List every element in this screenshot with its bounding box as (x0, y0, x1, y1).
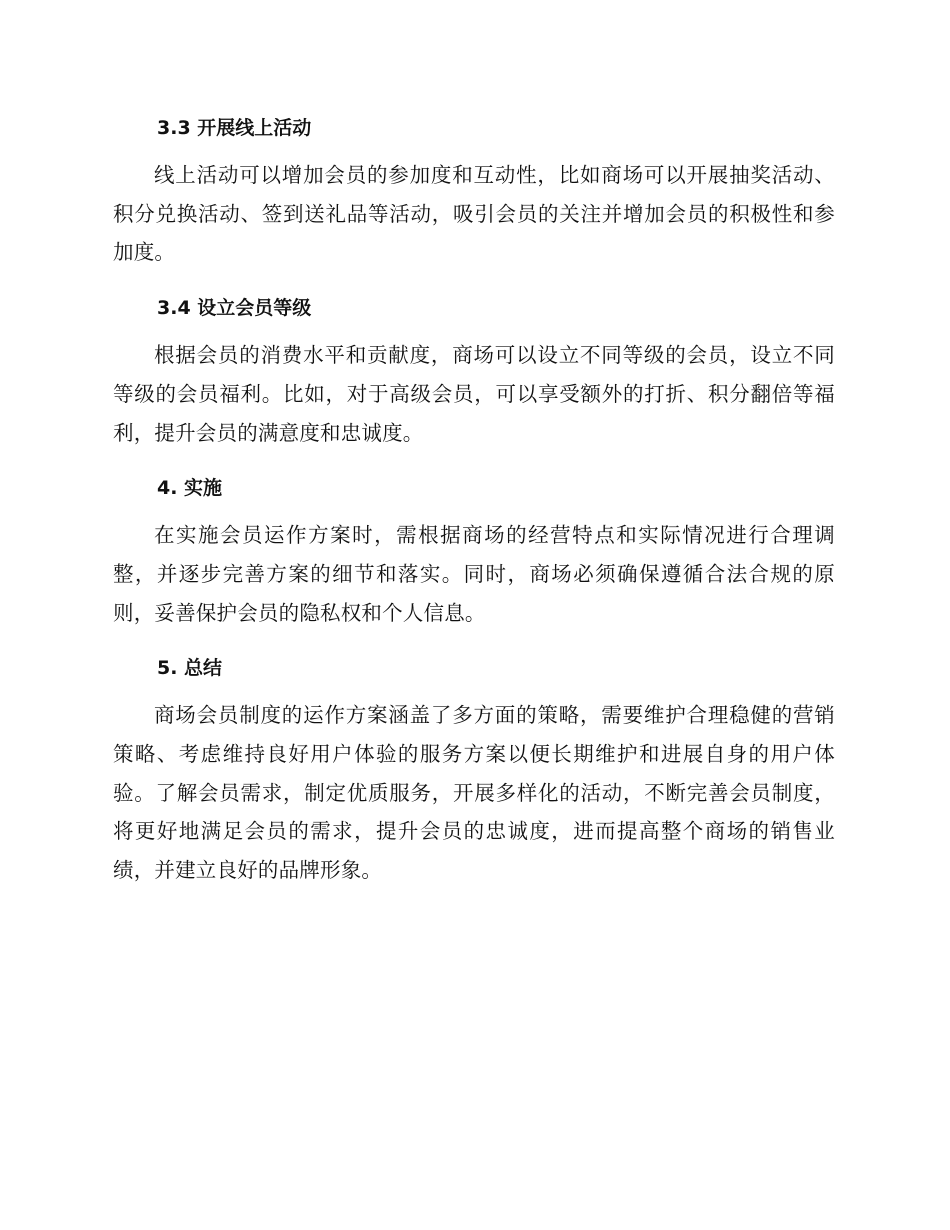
section-4 (113, 470, 835, 650)
section-heading: 4. 实施 (157, 477, 223, 500)
section-paragraph: 线上活动可以增加会员的参加度和互动性，比如商场可以开展抽奖活动、积分兑换活动、签到送礼品等活动，吸引会员的关注并增加会员的积极性和参加度。 (113, 163, 835, 265)
document-body (113, 110, 835, 890)
section-paragraph: 根据会员的消费水平和贡献度，商场可以设立不同等级的会员，设立不同等级的会员福利。比如，对于高级会员，可以享受额外的打折、积分翻倍等福利，提升会员的满意度和忠诚度。 (113, 343, 835, 445)
section-heading: 5. 总结 (157, 657, 223, 680)
section-paragraph: 在实施会员运作方案时，需根据商场的经营特点和实际情况进行合理调整，并逐步完善方案的细节和落实。同时，商场必须确保遵循合法合规的原则，妥善保护会员的隐私权和个人信息。 (113, 523, 835, 625)
section-5 (113, 650, 835, 890)
section-heading: 3.4 设立会员等级 (157, 297, 312, 320)
section-paragraph: 商场会员制度的运作方案涵盖了多方面的策略，需要维护合理稳健的营销策略、考虑维持良好用户体验的服务方案以便长期维护和进展自身的用户体验。了解会员需求，制定优质服务，开展多样化的活动，不断完善会员制度，将更好地满足会员的需求，提升会员的忠诚度，进而提高整个商场的销售业绩，并建立良好的品牌形象。 (113, 703, 835, 883)
section-heading: 3.3 开展线上活动 (157, 117, 312, 139)
section-3-3 (113, 110, 835, 290)
section-3-4 (113, 290, 835, 470)
